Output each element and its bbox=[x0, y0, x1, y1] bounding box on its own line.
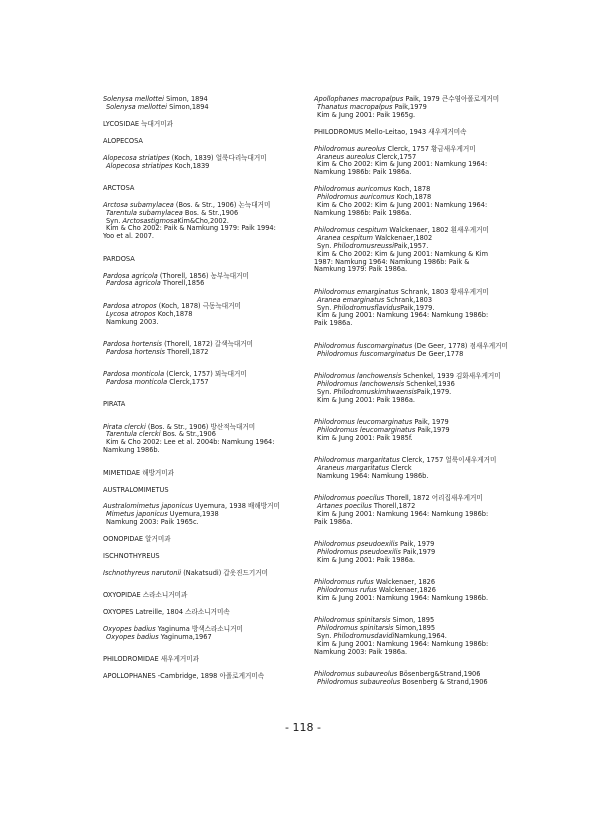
entry-line bbox=[103, 280, 318, 288]
species-name: Araneus aureolus bbox=[317, 152, 375, 161]
entry-text: Simon,1895 bbox=[393, 624, 436, 633]
entry-text: OONOPIDAE 알거미과 bbox=[103, 535, 171, 544]
spacer bbox=[314, 443, 534, 457]
entry-text: Clerck, 1757 황금새우게거미 bbox=[385, 144, 476, 153]
right-entry bbox=[314, 495, 534, 527]
left-entry bbox=[103, 401, 318, 409]
entry-line bbox=[314, 320, 534, 328]
entry-line bbox=[314, 473, 534, 481]
entry-text: (Bos. & Str., 1906) 방산적늑대거미 bbox=[145, 422, 256, 431]
spacer bbox=[314, 404, 534, 418]
entry-text: Paik, 1979 bbox=[397, 540, 435, 549]
entry-line bbox=[103, 553, 318, 561]
species-name: Apollophanes macropalpus bbox=[314, 95, 404, 103]
page-number: - 118 - bbox=[285, 721, 321, 734]
species-name: Philodromus leucomarginatus bbox=[314, 417, 413, 426]
entry-text: Syn. bbox=[317, 387, 334, 396]
entry-line bbox=[314, 112, 534, 120]
entry-text: Clerck, 1757 얼룩이새우게거미 bbox=[399, 455, 497, 464]
entry-text: Paik 1986a. bbox=[314, 517, 353, 526]
right-entry bbox=[314, 617, 534, 657]
species-name: Philodromus rufus bbox=[317, 586, 377, 595]
entry-text: Kim & Cho 2002: Paik & Namkung 1979: Paik 1994: bbox=[106, 224, 276, 233]
entry-line bbox=[103, 256, 318, 264]
left-entry bbox=[103, 609, 318, 617]
species-name: Tarentula subamylacea bbox=[106, 208, 183, 217]
left-entry bbox=[103, 570, 318, 578]
species-name: Araneus margaritatus bbox=[317, 463, 389, 472]
synonym-name: Philodromusdavidi bbox=[333, 632, 395, 641]
entry-text: Namkung 1986b: Paik 1986a. bbox=[314, 168, 412, 177]
entry-text: Uyemura,1938 bbox=[167, 510, 219, 519]
right-entry bbox=[314, 96, 534, 120]
species-name: Thanatus macropalpus bbox=[317, 102, 393, 111]
entry-text: Schrank, 1803 황새우게거미 bbox=[398, 287, 489, 296]
spacer bbox=[103, 170, 318, 184]
entry-text: Walckenaer, 1826 bbox=[373, 578, 436, 587]
species-name: Philodromus fuscomarginatus bbox=[317, 349, 416, 358]
entry-line bbox=[314, 557, 534, 565]
species-name: Pardosa atropos bbox=[103, 301, 157, 310]
entry-line bbox=[103, 401, 318, 409]
entry-text: Syn. bbox=[317, 632, 334, 641]
entry-line bbox=[314, 351, 534, 359]
entry-text: (Clerck, 1757) 뫼늑대거미 bbox=[164, 370, 247, 379]
left-entry bbox=[103, 503, 318, 527]
species-name: Philodromus fuscomarginatus bbox=[314, 341, 413, 350]
species-name: Alopecosa striatipes bbox=[106, 161, 173, 170]
entry-text: Koch,1878 bbox=[155, 309, 193, 318]
species-name: Philodromus spinitarsis bbox=[317, 624, 394, 633]
entry-line bbox=[103, 185, 318, 193]
species-name: Mimetus japonicus bbox=[106, 510, 168, 519]
right-entry bbox=[314, 146, 534, 178]
left-entry bbox=[103, 273, 318, 289]
entry-text: Koch,1839 bbox=[172, 161, 210, 170]
entry-text: PARDOSA bbox=[103, 254, 135, 263]
entry-text: Namkung 2003. bbox=[106, 317, 159, 326]
species-name: Philodromus poecilus bbox=[314, 494, 385, 503]
spacer bbox=[314, 328, 534, 342]
spacer bbox=[103, 387, 318, 401]
species-name: Philodromus pseudoexilis bbox=[314, 540, 398, 549]
species-name: Philodromus emarginatus bbox=[314, 287, 399, 296]
right-entry bbox=[314, 579, 534, 603]
entry-text: Thorell,1872 bbox=[371, 501, 416, 510]
right-entry bbox=[314, 373, 534, 405]
species-name: Philodromus auricomus bbox=[314, 185, 392, 194]
entry-line bbox=[314, 679, 534, 687]
entry-text: Kim & Jung 2001: Paik 1965g. bbox=[317, 110, 416, 119]
entry-text: Syn. bbox=[317, 241, 334, 250]
entry-text: (Koch, 1839) 얼룩다리늑대거미 bbox=[169, 153, 267, 162]
species-name: Solenysa mellottei bbox=[103, 95, 164, 103]
species-name: Philodromus auricomus bbox=[317, 193, 395, 202]
entry-text: OXYOPES Latreille, 1804 스라소니거미속 bbox=[103, 608, 230, 617]
entry-line bbox=[314, 397, 534, 405]
species-name: Philodromus subaureolus bbox=[314, 670, 398, 679]
entry-text: Kim & Cho 2002: Kim & Jung 2001: Namkung & Kim bbox=[317, 249, 488, 258]
entry-line bbox=[103, 570, 318, 578]
entry-text: LYCOSIDAE 늑대거미과 bbox=[103, 119, 173, 128]
entry-line bbox=[314, 210, 534, 218]
entry-text: MIMETIDAE 해방거미과 bbox=[103, 468, 175, 477]
left-entry bbox=[103, 656, 318, 664]
entry-text: (Nakatsudi) 갑옷진드기거미 bbox=[181, 568, 268, 577]
right-entry bbox=[314, 227, 534, 274]
entry-line bbox=[103, 592, 318, 600]
left-entry bbox=[103, 371, 318, 387]
entry-line bbox=[103, 673, 318, 681]
entry-text: Bos. & Str.,1906 bbox=[160, 430, 216, 439]
right-entry bbox=[314, 186, 534, 218]
entry-text: Namkung 1964: Namkung 1986b. bbox=[317, 471, 429, 480]
left-entry bbox=[103, 341, 318, 357]
species-name: Pirata clercki bbox=[103, 422, 146, 431]
entry-text: APOLLOPHANES -Cambridge, 1898 아폴로게거미속 bbox=[103, 672, 265, 681]
entry-text: (De Geer, 1778) 점새우게거미 bbox=[412, 341, 508, 350]
entry-text: Paik,1979. bbox=[416, 387, 452, 396]
species-name: Pardosa monticola bbox=[106, 377, 168, 386]
species-name: Pardosa agricola bbox=[103, 271, 158, 280]
entry-line bbox=[103, 349, 318, 357]
entry-line bbox=[103, 121, 318, 129]
entry-text: Paik,1957. bbox=[393, 241, 429, 250]
species-name: Philodromus pseudoexilis bbox=[317, 547, 401, 556]
species-name: Alopecosa striatipes bbox=[103, 153, 170, 162]
entry-text: Yaginuma,1967 bbox=[158, 632, 212, 641]
entry-line bbox=[103, 634, 318, 642]
spacer bbox=[314, 274, 534, 288]
species-name: Aranea cespitum bbox=[317, 233, 373, 242]
entry-line bbox=[103, 319, 318, 327]
left-entry bbox=[103, 96, 318, 112]
left-entry bbox=[103, 138, 318, 146]
entry-line bbox=[314, 519, 534, 527]
species-name: Philodromus rufus bbox=[314, 578, 374, 587]
entry-text: PHILODROMUS Mello-Leitao, 1943 새우게거미속 bbox=[314, 127, 467, 136]
entry-line bbox=[103, 447, 318, 455]
entry-text: Thorell, 1872 어리집새우게거미 bbox=[384, 494, 483, 503]
entry-text: AUSTRALOMIMETUS bbox=[103, 485, 169, 494]
entry-text: Thorell,1856 bbox=[160, 279, 205, 288]
entry-text: Bos. & Str.,1906 bbox=[182, 208, 239, 217]
entry-text: Simon, 1894 bbox=[164, 95, 208, 103]
right-entry bbox=[314, 343, 534, 359]
entry-text: Kim & Cho 2002: Kim & Jung 2001: Namkung 1964: bbox=[317, 201, 488, 210]
entry-text: (Koch, 1878) 극동늑대거미 bbox=[156, 301, 241, 310]
entry-text: Kim & Jung 2001: Paik 1986a. bbox=[317, 555, 415, 564]
entry-text: Walckenaer,1826 bbox=[376, 586, 436, 595]
spacer bbox=[103, 288, 318, 302]
species-name: Philodromus subaureolus bbox=[317, 678, 401, 687]
entry-line bbox=[314, 649, 534, 657]
left-entry bbox=[103, 256, 318, 264]
spacer bbox=[314, 358, 534, 372]
left-entry bbox=[103, 424, 318, 456]
entry-text: (Thorell, 1856) 농부늑대거미 bbox=[157, 271, 249, 280]
spacer bbox=[103, 326, 318, 340]
species-name: Australomimetus japonicus bbox=[103, 502, 193, 511]
entry-text: Paik,1979 bbox=[392, 102, 427, 111]
entry-text: ISCHNOTHYREUS bbox=[103, 552, 160, 561]
species-name: Tarentula clercki bbox=[106, 430, 161, 439]
spacer bbox=[103, 241, 318, 255]
entry-text: Kim & Jung 2001: Paik 1985f. bbox=[317, 433, 413, 442]
left-entry bbox=[103, 553, 318, 561]
species-name: Pardosa hortensis bbox=[106, 347, 165, 356]
entry-text: Clerck,1757 bbox=[167, 377, 209, 386]
entry-text: Kim & Jung 2001: Paik 1986a. bbox=[317, 395, 415, 404]
spacer bbox=[103, 409, 318, 423]
entry-text: Walckenaer,1802 bbox=[372, 233, 433, 242]
species-name: Solenysa mellottei bbox=[106, 102, 167, 111]
entry-text: Paik, 1979 bbox=[412, 417, 449, 426]
species-name: Artanes poecilus bbox=[317, 501, 372, 510]
left-entry bbox=[103, 303, 318, 327]
right-column bbox=[314, 96, 534, 687]
entry-text: (Bos. & Str., 1906) 논늑대거미 bbox=[173, 200, 271, 209]
spacer bbox=[314, 527, 534, 541]
entry-text: Koch,1878 bbox=[394, 193, 432, 202]
entry-text: Simon,1894 bbox=[167, 102, 209, 111]
spacer bbox=[314, 565, 534, 579]
right-entry bbox=[314, 419, 534, 443]
entry-text: 1987: Namkung 1964: Namkung 1986b: Paik & bbox=[314, 257, 470, 266]
entry-line bbox=[103, 379, 318, 387]
entry-text: ARCTOSA bbox=[103, 183, 135, 192]
species-name: Oxyopes badius bbox=[103, 625, 156, 634]
entry-line bbox=[103, 487, 318, 495]
species-name: Oxyopes badius bbox=[106, 632, 159, 641]
entry-text: Koch, 1878 bbox=[391, 185, 431, 194]
entry-text: Schenkel, 1939 김화새우게거미 bbox=[401, 371, 501, 380]
left-entry bbox=[103, 626, 318, 642]
entry-text: De Geer,1778 bbox=[415, 349, 464, 358]
entry-line bbox=[103, 519, 318, 527]
entry-line bbox=[103, 163, 318, 171]
entry-line bbox=[103, 138, 318, 146]
species-name: Aranea emarginatus bbox=[317, 295, 385, 304]
entry-line bbox=[103, 609, 318, 617]
spacer bbox=[314, 603, 534, 617]
left-entry bbox=[103, 202, 318, 242]
entry-line bbox=[103, 656, 318, 664]
left-entry bbox=[103, 185, 318, 193]
entry-text: Schrank,1803 bbox=[384, 295, 433, 304]
left-entry bbox=[103, 470, 318, 478]
species-name: Pardosa monticola bbox=[103, 370, 165, 379]
entry-text: Paik,1979. bbox=[400, 303, 435, 312]
entry-text: Namkung 2003: Paik 1986a. bbox=[314, 647, 408, 656]
right-entry bbox=[314, 671, 534, 687]
entry-text: Walckenaer, 1802 흰새우게거미 bbox=[387, 225, 489, 234]
left-entry bbox=[103, 536, 318, 544]
entry-text: Paik, 1979 큰수염아폴로게거미 bbox=[403, 95, 500, 103]
species-name: Philodromus leucomarginatus bbox=[317, 425, 416, 434]
entry-text: Schenkel,1936 bbox=[404, 379, 455, 388]
entry-text: Namkung 1979: Paik 1986a. bbox=[314, 265, 408, 274]
species-name: Philodromus margaritatus bbox=[314, 455, 400, 464]
entry-text: Bosenberg & Strand,1906 bbox=[400, 678, 488, 687]
species-name: Pardosa hortensis bbox=[103, 339, 162, 348]
entry-text: (Thorell, 1872) 갈색늑대거미 bbox=[161, 339, 254, 348]
entry-text: Kim&Cho,2002. bbox=[177, 216, 229, 225]
species-name: Arctosa subamylacea bbox=[103, 200, 174, 209]
species-name: Pardosa agricola bbox=[106, 279, 161, 288]
entry-line bbox=[314, 169, 534, 177]
entry-line bbox=[314, 435, 534, 443]
entry-text: PHILODROMIDAE 새우게거미과 bbox=[103, 655, 199, 664]
spacer bbox=[314, 481, 534, 495]
entry-text: Yoo et al. 2007. bbox=[103, 232, 154, 241]
entry-text: Kim & Cho 2002: Kim & Jung 2001: Namkung 1964: bbox=[317, 160, 488, 169]
right-entry bbox=[314, 129, 534, 137]
entry-line bbox=[103, 233, 318, 241]
species-name: Philodromus aureolus bbox=[314, 144, 386, 153]
entry-text: ALOPECOSA bbox=[103, 136, 143, 145]
synonym-name: Arctosastigmosa bbox=[122, 216, 178, 225]
entry-text: OXYOPIDAE 스라소니거미과 bbox=[103, 591, 188, 600]
entry-text: Yaginuma 방색스라소니거미 bbox=[155, 625, 243, 634]
entry-text: Paik,1979 bbox=[400, 547, 436, 556]
right-entry bbox=[314, 541, 534, 565]
entry-text: Kim & Jung 2001: Namkung 1964: Namkung 1986b: bbox=[317, 640, 489, 649]
entry-text: Paik 1986a. bbox=[314, 319, 353, 328]
species-name: Lycosa atropos bbox=[106, 309, 156, 318]
synonym-name: Philodromusflavidus bbox=[333, 303, 401, 312]
species-name: Philodromus cespitum bbox=[314, 225, 388, 234]
entry-text: Kim & Jung 2001: Namkung 1964: Namkung 1986b. bbox=[317, 594, 489, 602]
entry-line bbox=[103, 536, 318, 544]
entry-line bbox=[103, 470, 318, 478]
entry-text: Namkung,1964. bbox=[394, 632, 447, 641]
right-entry bbox=[314, 289, 534, 329]
species-name: Philodromus lanchowensis bbox=[314, 371, 402, 380]
entry-line bbox=[314, 129, 534, 137]
synonym-name: Philodromusreussi bbox=[333, 241, 394, 250]
entry-line bbox=[314, 595, 534, 603]
spacer bbox=[314, 657, 534, 671]
entry-text: PIRATA bbox=[103, 400, 126, 409]
entry-text: Simon, 1895 bbox=[390, 616, 435, 625]
left-entry bbox=[103, 592, 318, 600]
entry-text: Syn. bbox=[317, 303, 334, 312]
left-entry bbox=[103, 155, 318, 171]
entry-text: Paik,1979 bbox=[415, 425, 450, 434]
species-name: Philodromus spinitarsis bbox=[314, 616, 391, 625]
entry-text: Kim & Jung 2001: Namkung 1964: Namkung 1986b: bbox=[317, 509, 489, 518]
entry-line bbox=[314, 266, 534, 274]
spacer bbox=[103, 357, 318, 371]
entry-text: Clerck,1757 bbox=[374, 152, 417, 161]
left-entry bbox=[103, 673, 318, 681]
entry-text: Uyemura, 1938 배해방거미 bbox=[192, 502, 280, 511]
left-column bbox=[103, 96, 318, 681]
left-entry bbox=[103, 121, 318, 129]
entry-text: Bösenberg&Strand,1906 bbox=[397, 670, 481, 679]
species-name: Ischnothyreus narutonii bbox=[103, 568, 182, 577]
entry-text: Clerck bbox=[388, 463, 412, 472]
entry-text: Namkung 1986b: Paik 1986a. bbox=[314, 208, 412, 217]
entry-text: Kim & Jung 2001: Namkung 1964: Namkung 1986b: bbox=[317, 311, 489, 320]
entry-text: Namkung 2003: Paik 1965c. bbox=[106, 518, 199, 527]
left-entry bbox=[103, 487, 318, 495]
species-name: Philodromus lanchowensis bbox=[317, 379, 405, 388]
entry-line bbox=[103, 104, 318, 112]
entry-text: Namkung 1986b. bbox=[103, 446, 160, 455]
entry-text: Syn. bbox=[106, 216, 123, 225]
right-entry bbox=[314, 457, 534, 481]
entry-text: Thorell,1872 bbox=[164, 347, 209, 356]
entry-text: Kim & Cho 2002: Lee et al. 2004b: Namkung 1964: bbox=[106, 438, 275, 447]
synonym-name: Philodromuskimhwaensis bbox=[333, 387, 417, 396]
spacer bbox=[103, 455, 318, 469]
